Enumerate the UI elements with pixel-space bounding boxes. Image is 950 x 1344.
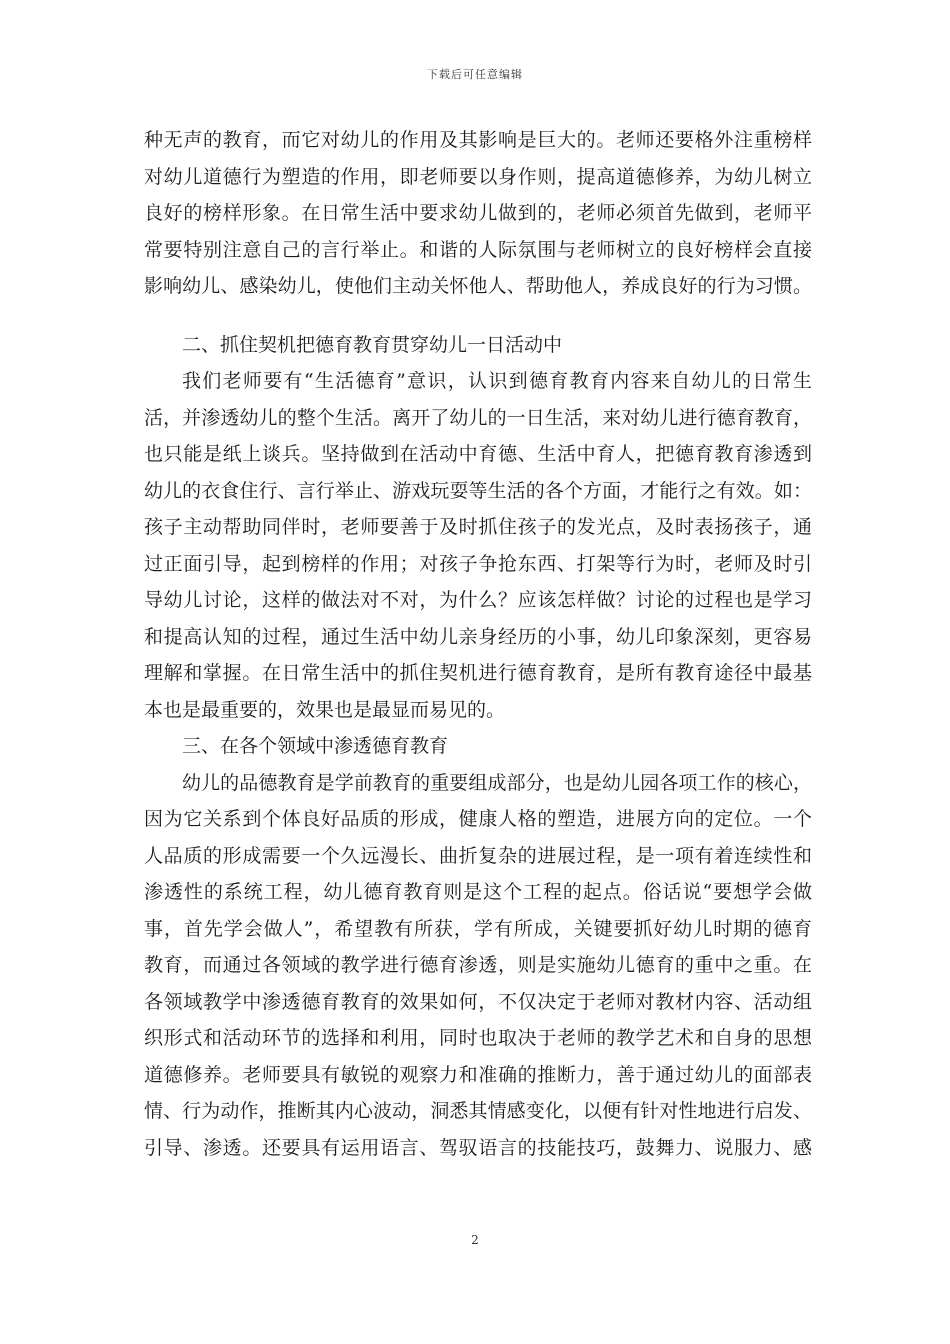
text-line: 对幼儿道德行为塑造的作用，即老师要以身作则，提高道德修养，为幼儿树立 <box>144 165 812 188</box>
text-line: 良好的榜样形象。在日常生活中要求幼儿做到的，老师必须首先做到，老师平 <box>144 202 812 224</box>
text-line: 织形式和活动环节的选择和利用，同时也取决于老师的教学艺术和自身的思想 <box>144 1027 812 1049</box>
document-body <box>144 122 812 1166</box>
text-line: 孩子主动帮助同伴时，老师要善于及时抓住孩子的发光点，及时表扬孩子，通 <box>144 516 812 538</box>
text-line: 本也是最重要的，效果也是最显而易见的。 <box>144 698 506 721</box>
text-line: 幼儿的衣食住行、言行举止、游戏玩耍等生活的各个方面，才能行之有效。如： <box>144 479 812 502</box>
section-2 <box>144 327 812 729</box>
text-line: 理解和掌握。在日常生活中的抓住契机进行德育教育，是所有教育途径中最基 <box>144 662 812 684</box>
section-heading: 二、抓住契机把德育教育贯穿幼儿一日活动中 <box>182 333 563 356</box>
text-line: 情、行为动作，推断其内心波动，洞悉其情感变化，以便有针对性地进行启发、 <box>144 1100 812 1122</box>
text-line: 导幼儿讨论，这样的做法对不对，为什么？应该怎样做？讨论的过程也是学习 <box>144 589 812 611</box>
text-line: 人品质的形成需要一个久远漫长、曲折复杂的进展过程，是一项有着连续性和 <box>144 844 812 867</box>
text-line: 各领域教学中渗透德育教育的效果如何，不仅决定于老师对教材内容、活动组 <box>144 990 812 1013</box>
text-line: 幼儿的品德教育是学前教育的重要组成部分，也是幼儿园各项工作的核心， <box>182 771 812 794</box>
text-line: 道德修养。老师要具有敏锐的观察力和准确的推断力，善于通过幼儿的面部表 <box>144 1063 812 1086</box>
paragraph-1 <box>144 122 812 305</box>
text-line: 渗透性的系统工程，幼儿德育教育则是这个工程的起点。俗话说“要想学会做 <box>144 881 812 903</box>
text-line: 也只能是纸上谈兵。坚持做到在活动中育德、生活中育人，把德育教育渗透到 <box>144 443 812 465</box>
text-line: 教育，而通过各领域的教学进行德育渗透，则是实施幼儿德育的重中之重。在 <box>144 954 812 976</box>
text-line: 引导、渗透。还要具有运用语言、驾驭语言的技能技巧，鼓舞力、说服力、感 <box>144 1136 812 1159</box>
text-line: 常要特别注意自己的言行举止。和谐的人际氛围与老师树立的良好榜样会直接 <box>144 238 812 261</box>
text-line: 影响幼儿、感染幼儿，使他们主动关怀他人、帮助他人，养成良好的行为习惯。 <box>144 275 812 297</box>
section-3 <box>144 728 812 1166</box>
paragraph-spacer <box>144 305 812 327</box>
text-line: 因为它关系到个体良好品质的形成，健康人格的塑造，进展方向的定位。一个 <box>144 808 812 830</box>
page-number: 2 <box>471 1233 479 1247</box>
section-heading: 三、在各个领域中渗透德育教育 <box>182 735 449 757</box>
text-line: 事，首先学会做人”，希望教有所获，学有所成，关键要抓好幼儿时期的德育 <box>144 917 812 940</box>
text-line: 种无声的教育，而它对幼儿的作用及其影响是巨大的。老师还要格外注重榜样 <box>144 129 812 151</box>
text-line: 活，并渗透幼儿的整个生活。离开了幼儿的一日生活，来对幼儿进行德育教育， <box>144 406 812 429</box>
page-header: 下载后可任意编辑 <box>427 68 523 81</box>
text-line: 和提高认知的过程，通过生活中幼儿亲身经历的小事，幼儿印象深刻，更容易 <box>144 625 812 648</box>
text-line: 我们老师要有“生活德育”意识，认识到德育教育内容来自幼儿的日常生 <box>182 370 812 392</box>
text-line: 过正面引导，起到榜样的作用；对孩子争抢东西、打架等行为时，老师及时引 <box>144 552 812 575</box>
